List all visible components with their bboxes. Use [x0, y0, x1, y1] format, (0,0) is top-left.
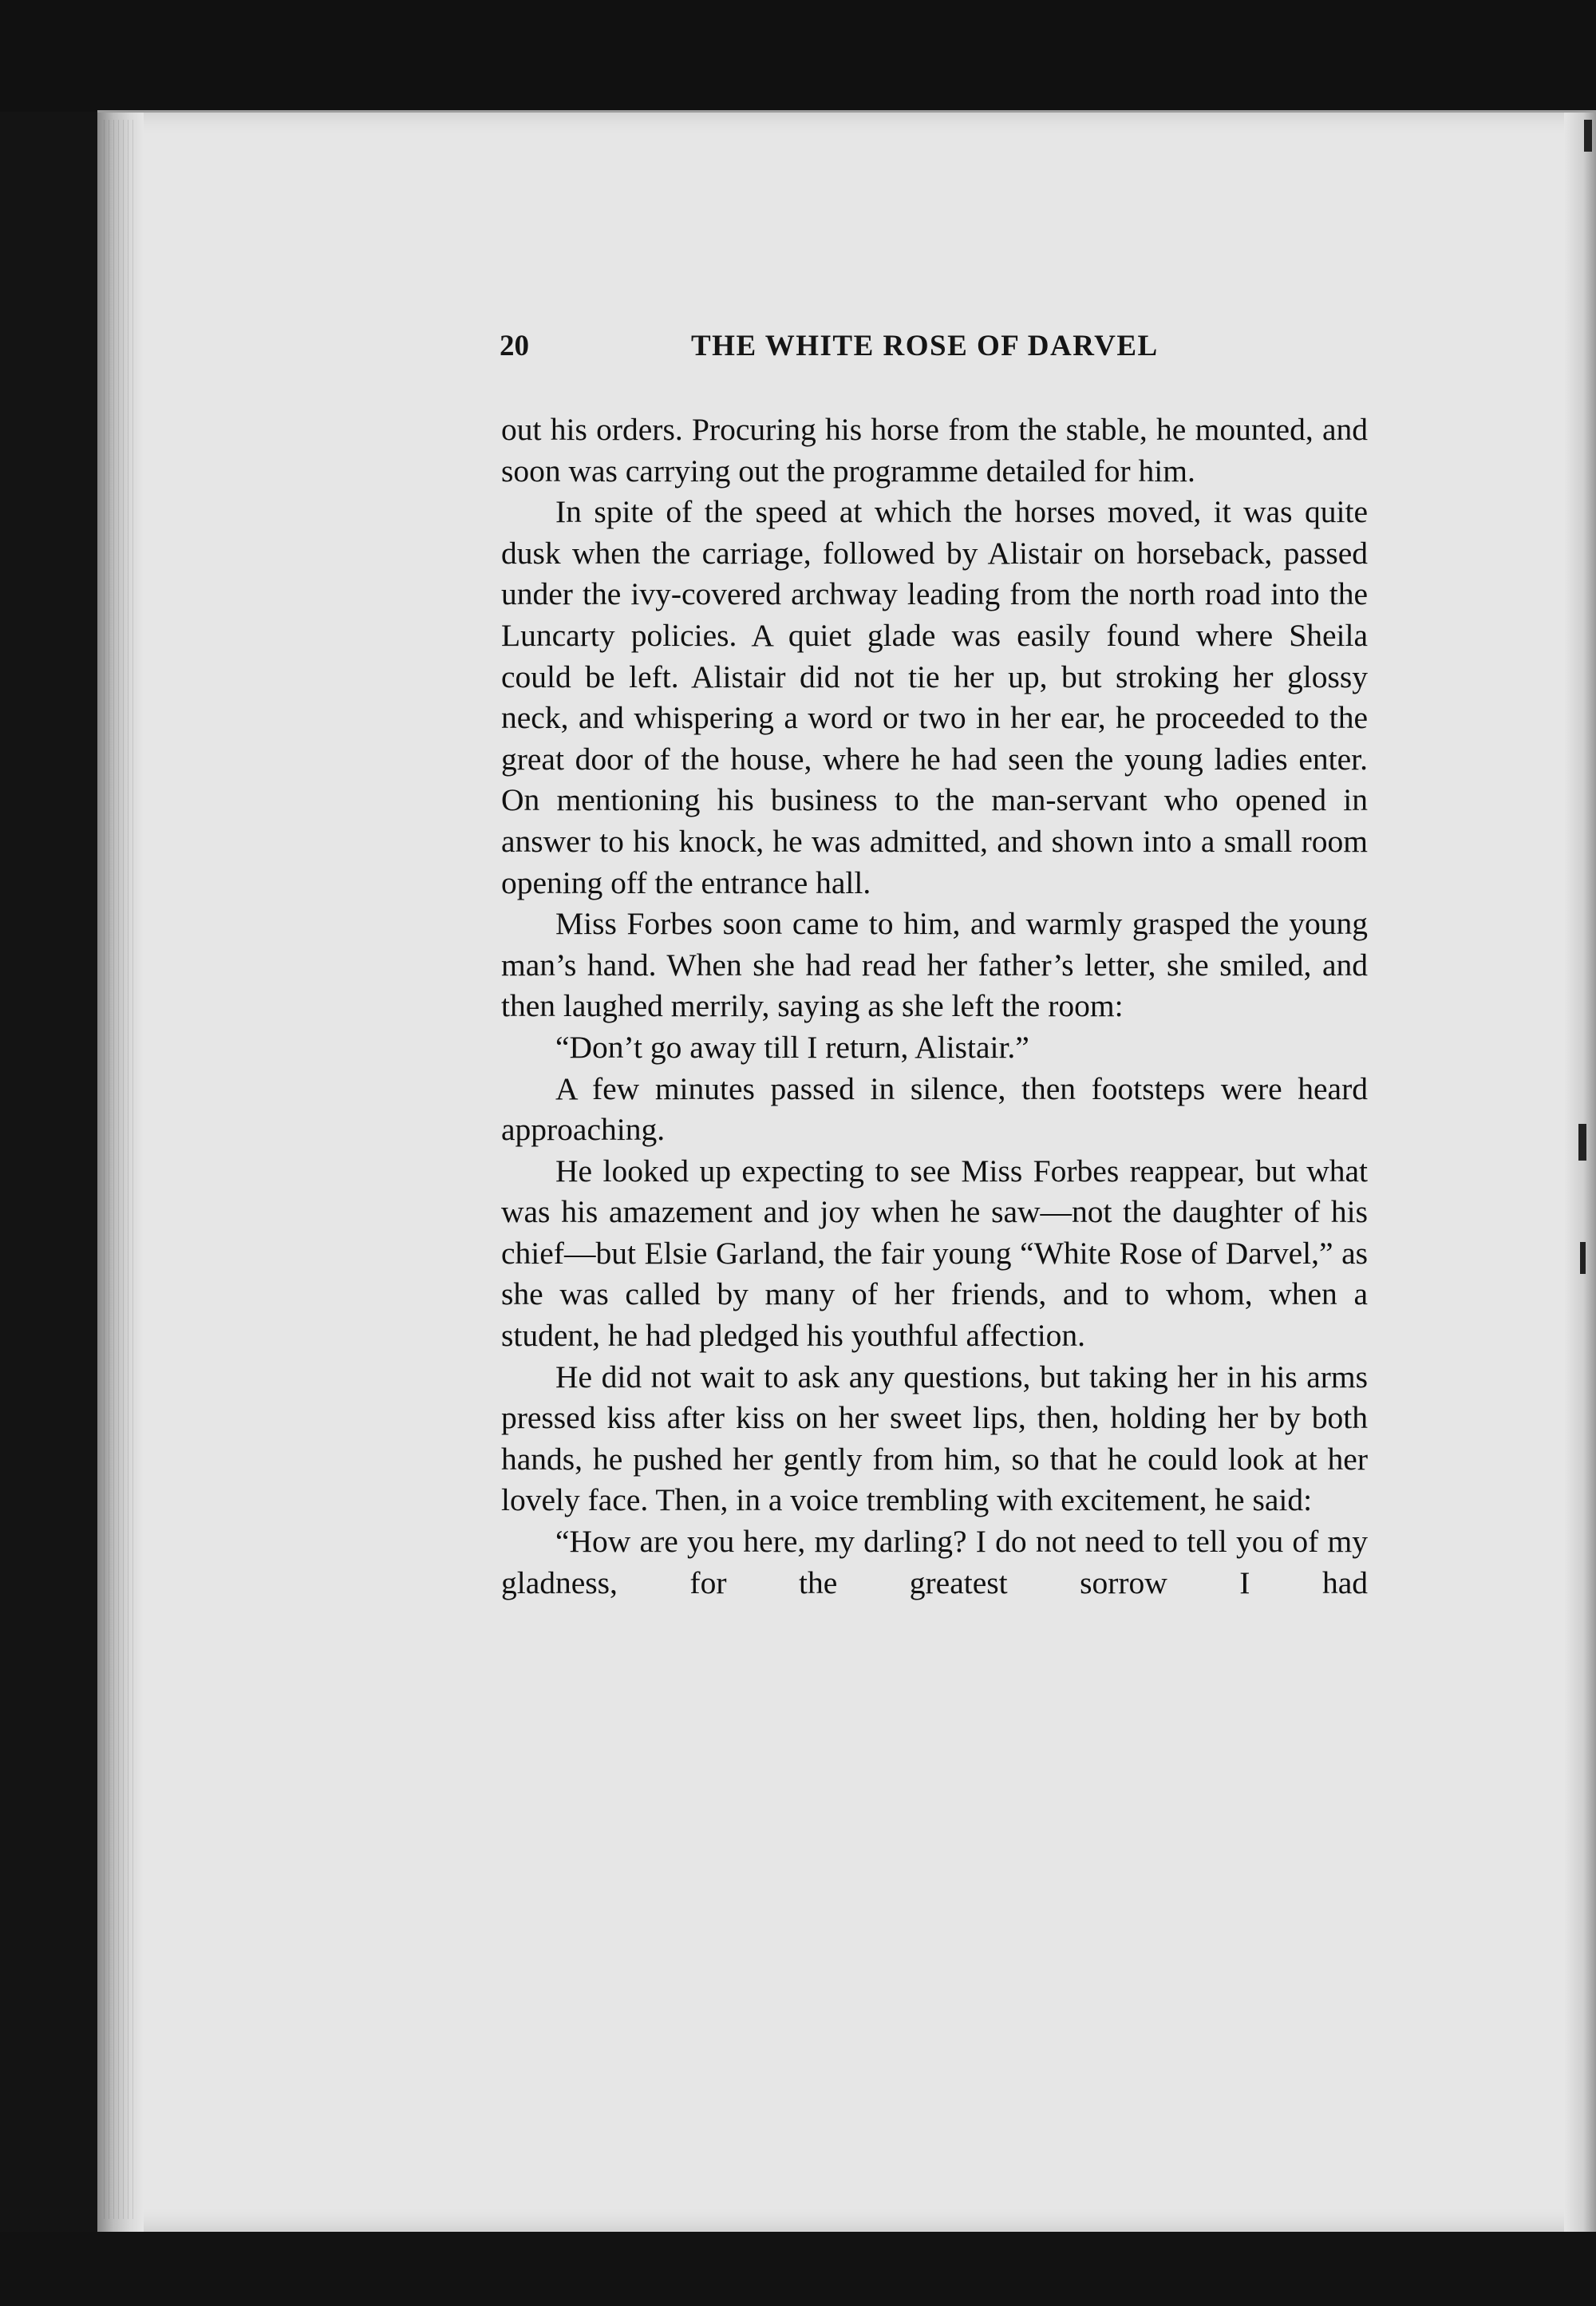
scan-background-top	[0, 0, 1596, 112]
margin-mark	[1578, 1124, 1586, 1161]
page-edge-lines	[104, 120, 136, 2219]
paragraph: He looked up expecting to see Miss Forbes reappear, but what was his amazement and joy when he saw—not the daughter of his chief—but Elsie Garland, the fair young “White Rose of Darvel,” as she was called by many of her friends, and to whom, when a student, he had pledged his youthful affection.	[501, 1153, 1368, 1354]
paragraph: A few minutes passed in silence, then footsteps were heard approaching.	[501, 1070, 1368, 1148]
page-number: 20	[500, 330, 529, 362]
paragraph: “How are you here, my darling? I do not need to tell you of my gladness, for the greatest sorrow I had	[501, 1524, 1368, 1600]
paragraph: In spite of the speed at which the horses moved, it was quite dusk when the carriage, followed by Alistair on horseback, passed under the ivy-covered archway leading from the north road into the Luncarty policies. A quiet glade was easily found where Sheila could be left. Alistair did not tie her up, but stroking her glossy neck, and whispering a word or two in her ear, he proceeded to the great door of the house, where he had seen the young ladies enter. On mentioning his business to the man-servant who opened in answer to his knock, he was admitted, and shown into a small room opening off the entrance hall.	[501, 494, 1368, 900]
scan-background-bottom	[0, 2232, 1596, 2306]
body-text	[501, 409, 1368, 1604]
page-right-edge	[1564, 110, 1596, 2232]
page-top-edge	[97, 110, 1596, 113]
margin-mark	[1580, 1242, 1586, 1274]
paragraph: “Don’t go away till I return, Alistair.”	[555, 1029, 1029, 1065]
paragraph: out his orders. Procuring his horse from the stable, he mounted, and soon was carrying out the programme detailed for him.	[501, 412, 1368, 488]
running-header	[500, 329, 1365, 374]
paragraph: Miss Forbes soon came to him, and warmly grasped the young man’s hand. When she had read her father’s letter, she smiled, and then laughed merrily, saying as she left the room:	[501, 906, 1368, 1024]
paragraph: He did not wait to ask any questions, but taking her in his arms pressed kiss after kiss on her sweet lips, then, holding her by both hands, he pushed her gently from him, so that he could look at her lovely face. Then, in a voice trembling with excitement, he said:	[501, 1359, 1368, 1518]
running-title: THE WHITE ROSE OF DARVEL	[691, 330, 1159, 362]
margin-mark	[1584, 120, 1592, 152]
